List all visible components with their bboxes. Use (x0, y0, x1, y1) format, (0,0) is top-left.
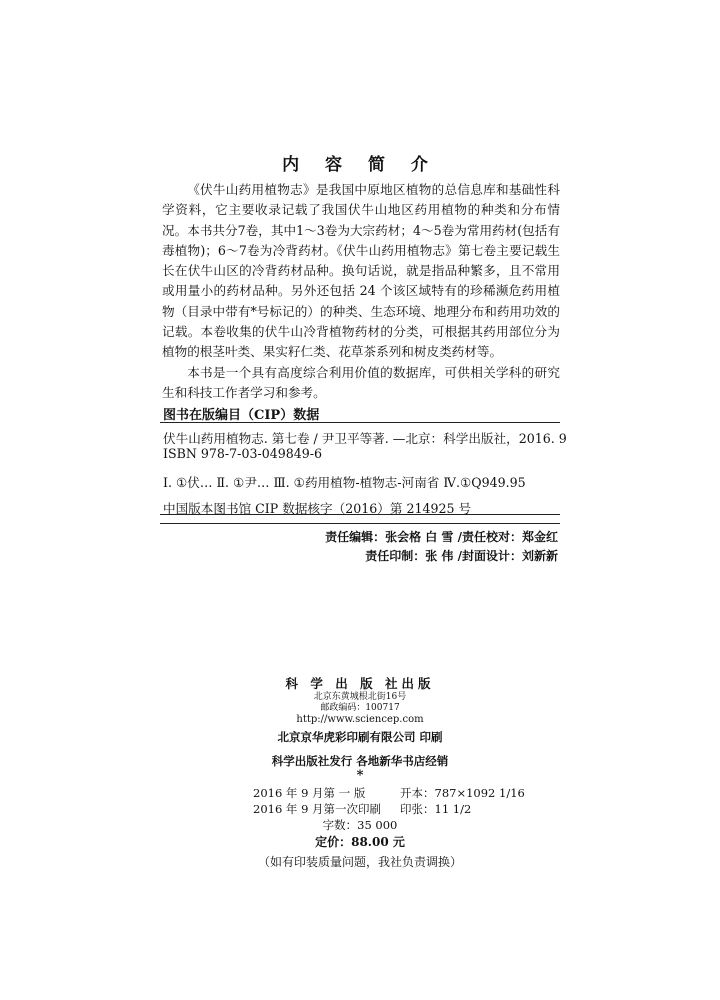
printer: 北京京华虎彩印刷有限公司 印刷 (277, 730, 443, 744)
distribution: 科学出版社发行 各地新华书店经销 (271, 754, 449, 768)
publisher-zip: 邮政编码：100717 (320, 703, 400, 713)
cip-isbn: ISBN 978-7-03-049849-6 (163, 446, 323, 461)
summary-paragraph-2: 本书是一个具有高度综合利用价值的数据库，可供相关学科的研究生和科技工作者学习和参考。 (162, 364, 560, 400)
book-format: 开本：787×1092 1/16 (400, 786, 525, 800)
publisher-url: http://www.sciencep.com (296, 714, 424, 725)
cip-heading: 图书在版编目（CIP）数据 (163, 408, 320, 423)
staff-editors: 责任编辑：张会格 白 雪 /责任校对：郑金红 (325, 530, 558, 544)
staff-production: 责任印制：张 伟 /封面设计：刘新新 (365, 549, 558, 563)
quality-notice: （如有印装质量问题，我社负责调换） (257, 855, 462, 869)
separator-star: * (356, 768, 364, 783)
print-sheets: 印张：11 1/2 (400, 802, 472, 816)
cip-classification: Ⅰ. ①伏… Ⅱ. ①尹… Ⅲ. ①药用植物-植物志-河南省 Ⅳ.①Q949.95 (163, 475, 526, 490)
cip-title-line: 伏牛山药用植物志. 第七卷 / 尹卫平等著. —北京：科学出版社，2016. 9 (163, 431, 567, 446)
publisher-address: 北京东黄城根北街16号 (313, 692, 407, 702)
word-count: 字数：35 000 (322, 818, 398, 832)
cip-bottom-rule (160, 514, 560, 515)
edition-date: 2016 年 9 月第 一 版 (253, 786, 366, 800)
price: 定价：88.00 元 (315, 835, 405, 849)
summary-title: 内 容 简 介 (282, 155, 438, 175)
printing-date: 2016 年 9 月第一次印刷 (253, 802, 382, 816)
summary-body (162, 180, 560, 403)
cip-divider-rule (160, 523, 560, 524)
cip-top-rule (160, 422, 560, 423)
cip-record-number: 中国版本图书馆 CIP 数据核字（2016）第 214925 号 (163, 501, 472, 516)
publisher-name: 科 学 出 版 社出版 (285, 676, 435, 691)
summary-paragraph-1: 《伏牛山药用植物志》是我国中原地区植物的总信息库和基础性科学资料，它主要收录记载了我国伏牛山地区药用植物的种类和分布情况。本书共分7卷，其中1～3卷为大宗药材；4～5卷为常用药材(包括有毒植物)；6～7卷为冷背药材。《伏牛山药用植物志》第七卷主要记载生长在伏牛山区的冷背药材品种。换句话说，就是指品种繁多，且不常用或用量小的药材品种。另外还包括 24 个该区域特有的珍稀濒危药用植物（目录中带有*号标记的）的种类、生态环境、地理分布和药用功效的记载。本卷收集的伏牛山冷背植物药材的分类，可根据其药用部位分为植物的根茎叶类、果实籽仁类、花草茶系列和树皮类药材等。 (162, 182, 560, 360)
